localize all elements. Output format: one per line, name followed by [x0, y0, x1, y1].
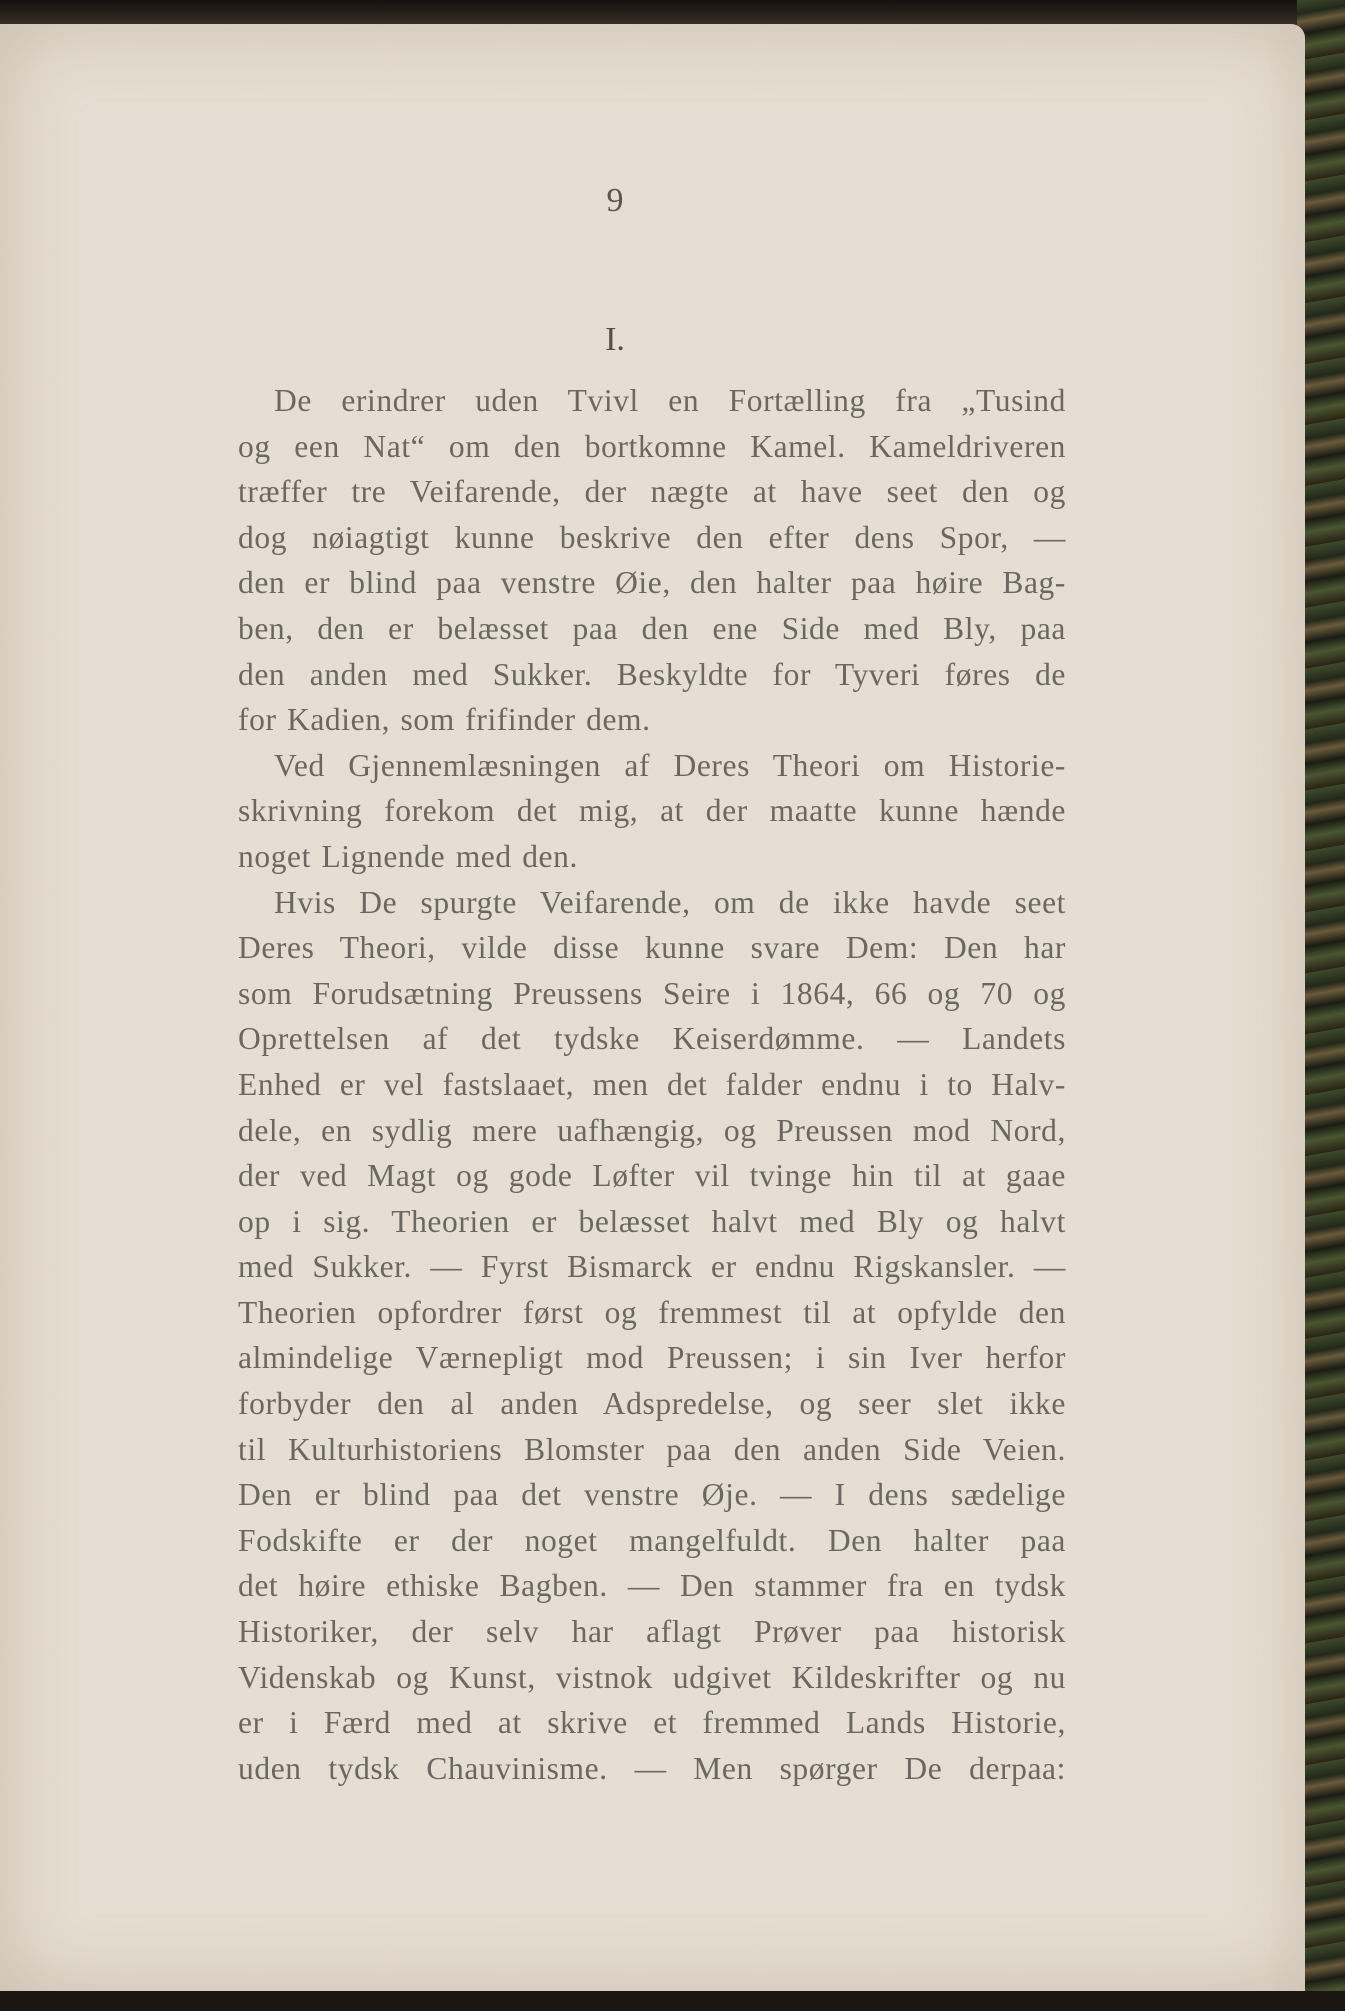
text-line: Enhed er vel fastslaaet, men det falder endnu i to Halv-	[238, 1066, 1066, 1102]
text-line: Oprettelsen af det tydske Keiserdømme. — Landets	[238, 1021, 1066, 1057]
body-text	[238, 378, 1066, 1791]
text-line: det høire ethiske Bagben. — Den stammer fra en tydsk	[238, 1568, 1066, 1604]
text-line: Theorien opfordrer først og fremmest til at opfylde den	[238, 1294, 1066, 1330]
text-line: forbyder den al anden Adspredelse, og seer slet ikke	[238, 1386, 1066, 1422]
text-line: De erindrer uden Tvivl en Fortælling fra „Tusind	[274, 383, 1066, 418]
text-line: som Forudsætning Preussens Seire i 1864, 66 og 70 og	[238, 975, 1066, 1011]
text-line: noget Lignende med den.	[238, 838, 578, 874]
text-line: den anden med Sukker. Beskyldte for Tyveri føres de	[238, 656, 1066, 692]
text-line: uden tydsk Chauvinisme. — Men spørger De derpaa:	[238, 1750, 1066, 1786]
paper-page	[0, 24, 1305, 1992]
text-line: Den er blind paa det venstre Øje. — I dens sædelige	[238, 1477, 1066, 1513]
text-line: op i sig. Theorien er belæsset halvt med Bly og halvt	[238, 1203, 1066, 1239]
top-page-edge	[0, 0, 1345, 26]
text-line: der ved Magt og gode Løfter vil tvinge hin til at gaae	[238, 1158, 1066, 1194]
text-line: til Kulturhistoriens Blomster paa den anden Side Veien.	[238, 1431, 1066, 1467]
bottom-page-edge	[0, 1991, 1345, 2011]
section-heading: I.	[605, 321, 625, 358]
text-line: almindelige Værnepligt mod Preussen; i sin Iver herfor	[238, 1340, 1066, 1376]
text-line: for Kadien, som frifinder dem.	[238, 702, 651, 738]
text-line: Hvis De spurgte Veifarende, om de ikke havde seet	[274, 884, 1066, 920]
text-line: ben, den er belæsset paa den ene Side med Bly, paa	[238, 610, 1066, 646]
text-line: dog nøiagtigt kunne beskrive den efter dens Spor, —	[238, 519, 1066, 555]
text-line: Ved Gjennemlæsningen af Deres Theori om Historie-	[274, 747, 1066, 783]
text-line: og een Nat“ om den bortkomne Kamel. Kameldriveren	[238, 428, 1066, 464]
text-line: træffer tre Veifarende, der nægte at have seet den og	[238, 474, 1066, 510]
text-line: Fodskifte er der noget mangelfuldt. Den halter paa	[238, 1522, 1066, 1558]
text-line: Historiker, der selv har aflagt Prøver paa historisk	[238, 1614, 1066, 1650]
text-line: med Sukker. — Fyrst Bismarck er endnu Rigskansler. —	[238, 1249, 1066, 1285]
page-number: 9	[606, 182, 624, 219]
text-line: skrivning forekom det mig, at der maatte kunne hænde	[238, 793, 1066, 829]
text-line: Deres Theori, vilde disse kunne svare Dem: Den har	[238, 930, 1066, 966]
text-line: er i Færd med at skrive et fremmed Lands Historie,	[238, 1705, 1066, 1741]
text-line: Videnskab og Kunst, vistnok udgivet Kildeskrifter og nu	[238, 1659, 1066, 1695]
text-line: dele, en sydlig mere uafhængig, og Preussen mod Nord,	[238, 1112, 1066, 1148]
text-line: den er blind paa venstre Øie, den halter paa høire Bag-	[238, 565, 1066, 601]
